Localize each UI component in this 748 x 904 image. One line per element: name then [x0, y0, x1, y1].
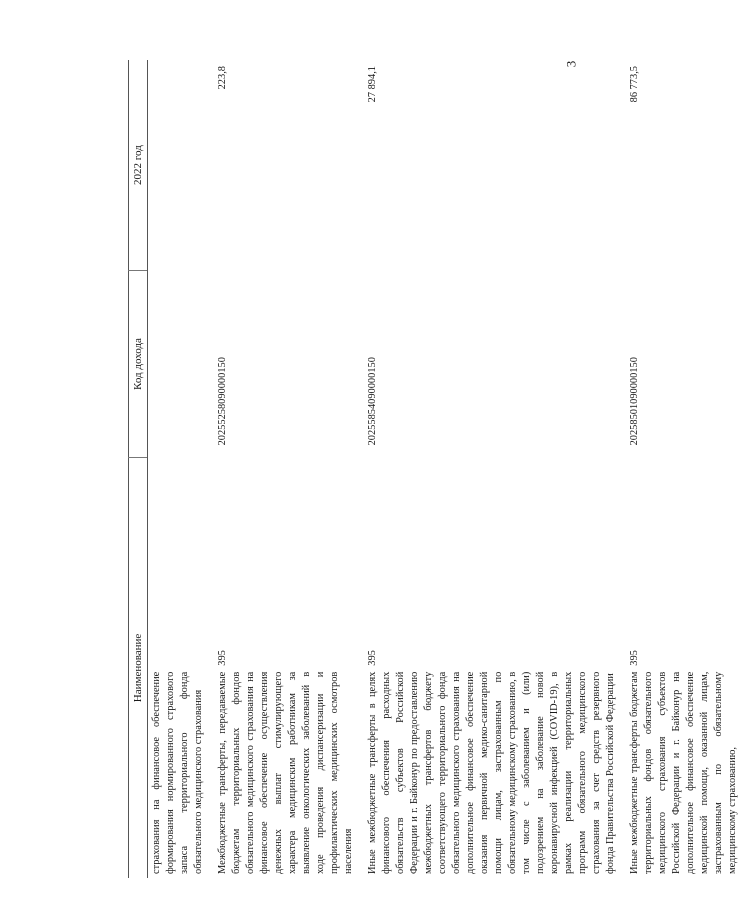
table-row: [626, 60, 748, 878]
rotated-document: [128, 60, 738, 878]
table-row: [148, 60, 215, 878]
row-code: 20255854090000150: [367, 357, 378, 446]
row-admin: 395: [629, 650, 640, 666]
row-value: 27 894,1: [367, 66, 378, 103]
page-number: 3: [562, 60, 578, 68]
row-name: Межбюджетные трансферты, передаваемые бюджетам территориальных фондов обязательного медицинского страхования на финансовое обеспечение осуществления денежных выплат стимулирующего характера медицинским работникам за выявление онкологических заболеваний в ходе проведения диспансеризации и профилактических медицинских осмотров населения: [217, 671, 354, 874]
revenue-table: [128, 60, 748, 878]
table-row: [364, 60, 626, 878]
row-code: [148, 271, 215, 458]
header-code: Код дохода: [129, 271, 148, 458]
row-name: страхования на финансовое обеспечение формирования нормированного страхового запаса территориального фонда обязательного медицинского страхования: [151, 671, 204, 874]
row-admin: 395: [217, 650, 228, 666]
row-name: Иные межбюджетные трансферты в целях финансового обеспечения расходных обязательств субъектов Российской Федерации и г. Байконур по предоставлению межбюджетных трансфертов бюджету соответствующего территориального фонда обязательного медицинского страхования на дополнительное финансовое обеспечение оказания первичной медико-санитарной помощи лицам, застрахованным по обязательному медицинскому страхованию, в том числе с заболеванием и (или) подозрением на заболевание новой коронавирусной инфекцией (COVID-19), в рамках реализации территориальных программ обязательного медицинского страхования за счет средств резервного фонда Правительства Российской Федерации: [367, 671, 616, 874]
row-value: 223,8: [217, 66, 228, 90]
row-admin: 395: [367, 650, 378, 666]
row-code: 20258501090000150: [629, 357, 640, 446]
row-name: Иные межбюджетные трансферты бюджетам территориальных фондов обязательного медицинского страхования субъектов Российской Федерации и г. Байконур на дополнительное финансовое обеспечение медицинской помощи, оказанной лицам, застрахованным по обязательному медицинскому страхованию,: [629, 671, 738, 874]
row-value: [148, 60, 215, 271]
header-name: Наименование: [129, 457, 148, 878]
header-year: 2022 год: [129, 60, 148, 271]
row-value: 86 773,5: [629, 66, 640, 103]
table-row: [214, 60, 364, 878]
row-code: 20255258090000150: [217, 357, 228, 446]
row-admin: [148, 457, 215, 667]
table-header-row: [129, 60, 148, 878]
